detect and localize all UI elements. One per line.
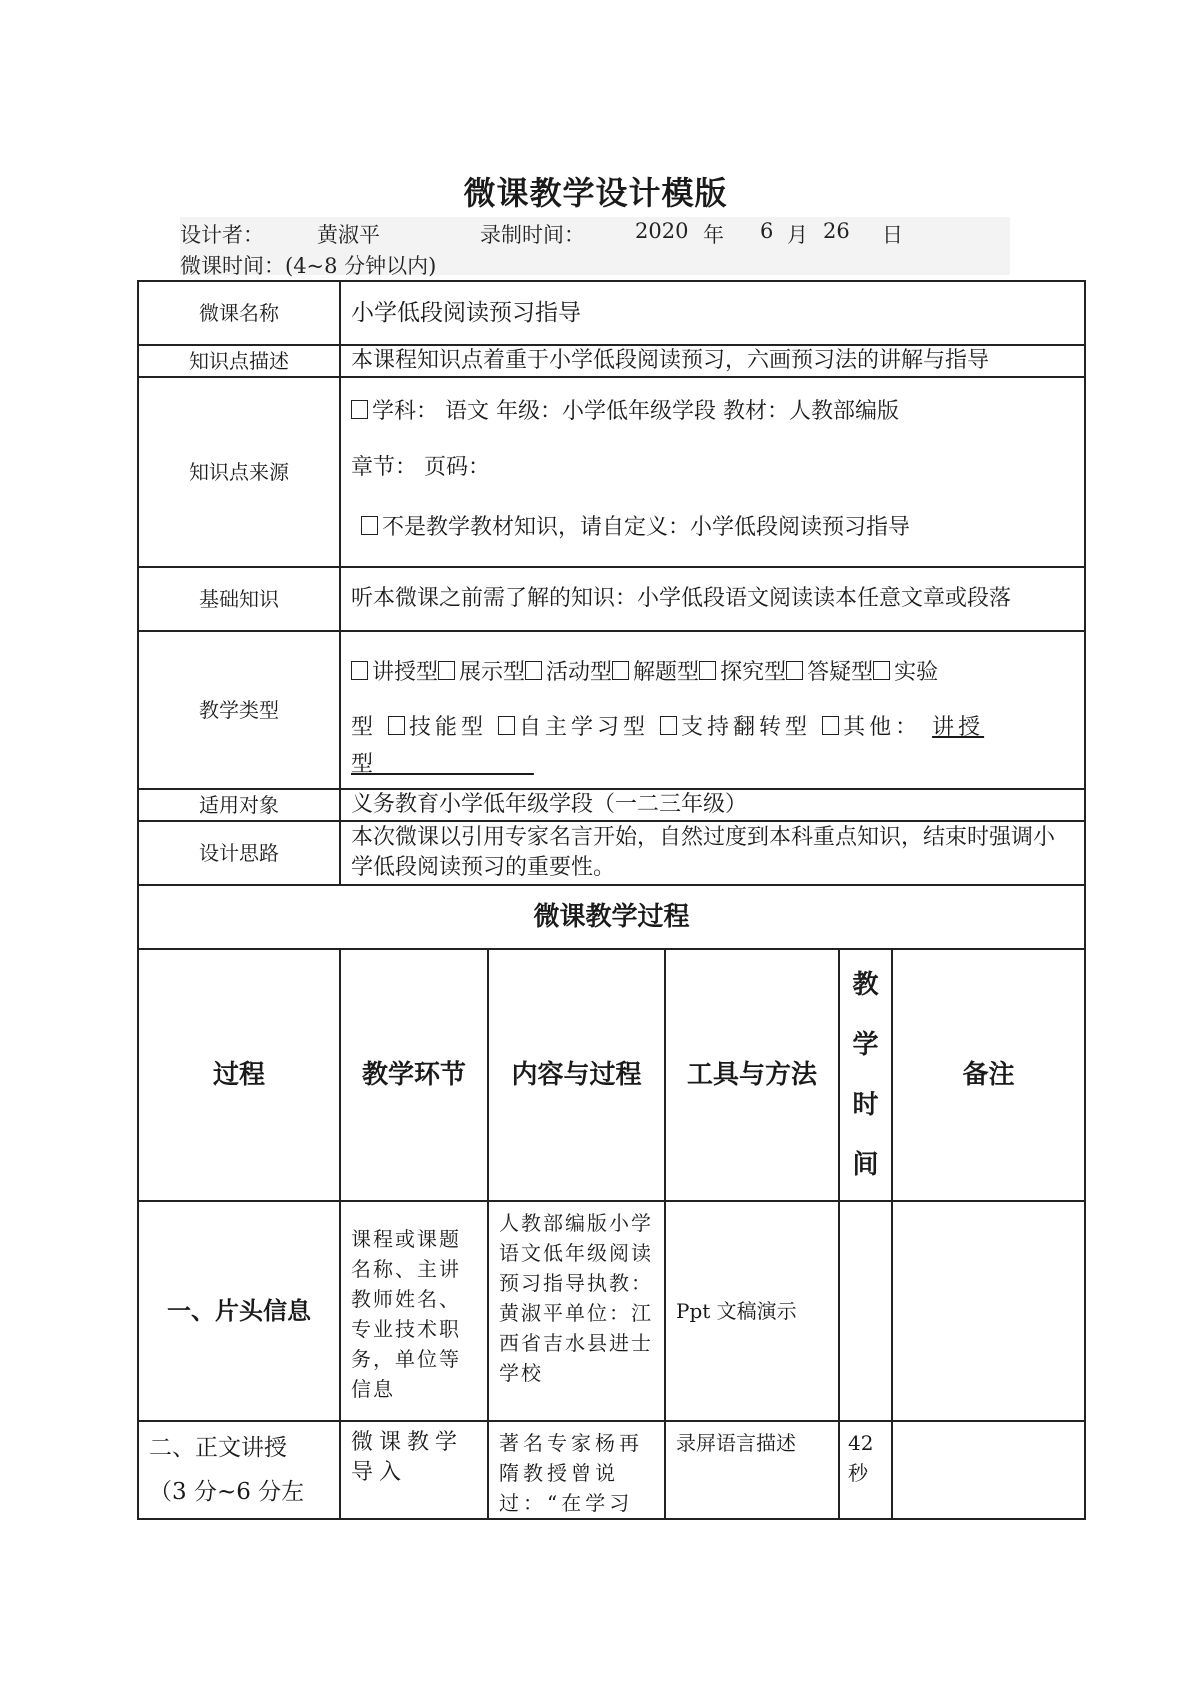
row1-content: 人教部编版小学语文低年级阅读预习指导执教：黄淑平单位：江西省吉水县进士学校 bbox=[488, 1201, 665, 1421]
source-line-2: 章节： 页码： bbox=[351, 455, 490, 480]
row1-process: 一、片头信息 bbox=[138, 1201, 340, 1421]
duration-note: 微课时间：(4~8 分钟以内) bbox=[180, 254, 437, 278]
checkbox-icon bbox=[351, 661, 368, 680]
type-option: 讲授型 bbox=[372, 660, 439, 685]
type-answer-cont: 型 bbox=[351, 752, 374, 777]
checkbox-icon bbox=[525, 661, 542, 680]
basic-label: 基础知识 bbox=[138, 567, 340, 631]
checkbox-icon bbox=[873, 661, 890, 680]
type-option: 探究型 bbox=[720, 660, 787, 685]
checkbox-icon bbox=[438, 661, 455, 680]
type-option: 展示型 bbox=[459, 660, 526, 685]
basic-value: 听本微课之前需了解的知识：小学低段语文阅读读本任意文章或段落 bbox=[340, 567, 1085, 631]
checkbox-icon bbox=[822, 716, 839, 735]
row1-step: 课程或课题名称、主讲教师姓名、专业技术职务，单位等信息 bbox=[340, 1201, 488, 1421]
record-day-unit: 日 bbox=[882, 223, 903, 247]
design-form-table bbox=[137, 280, 1086, 1520]
type-option: 型 bbox=[351, 715, 378, 740]
desc-value: 本课程知识点着重于小学低段阅读预习，六画预习法的讲解与指导 bbox=[340, 345, 1085, 377]
row1-time bbox=[839, 1201, 892, 1421]
row2-tools: 录屏语言描述 bbox=[665, 1421, 839, 1519]
type-option: 活动型 bbox=[546, 660, 613, 685]
type-option: 其他： bbox=[843, 715, 922, 740]
source-cell bbox=[340, 377, 1085, 567]
checkbox-icon bbox=[699, 661, 716, 680]
process-section-title: 微课教学过程 bbox=[138, 885, 1085, 949]
type-cell bbox=[340, 631, 1085, 789]
record-year: 2020 bbox=[635, 219, 689, 243]
audience-label: 适用对象 bbox=[138, 789, 340, 821]
type-option: 自主学习型 bbox=[519, 715, 650, 740]
course-name-label: 微课名称 bbox=[138, 281, 340, 345]
record-day: 26 bbox=[823, 219, 850, 243]
row2-time bbox=[839, 1421, 892, 1519]
type-label: 教学类型 bbox=[138, 631, 340, 789]
type-option: 解题型 bbox=[633, 660, 700, 685]
design-label: 设计思路 bbox=[138, 821, 340, 885]
source-label: 知识点来源 bbox=[138, 377, 340, 567]
record-year-unit: 年 bbox=[703, 223, 724, 247]
type-answer: 讲授 bbox=[932, 715, 985, 740]
source-line-3: 不是教学教材知识，请自定义：小学低段阅读预习指导 bbox=[382, 515, 911, 540]
meta-block bbox=[180, 217, 1010, 278]
type-option: 支持翻转型 bbox=[681, 715, 812, 740]
row1-notes bbox=[892, 1201, 1085, 1421]
row2-content: 著名专家杨再隋教授曾说过：“在学习 bbox=[488, 1421, 665, 1519]
row2-process bbox=[138, 1421, 340, 1519]
checkbox-icon bbox=[388, 716, 405, 735]
checkbox-icon bbox=[351, 400, 368, 419]
col-header-notes: 备注 bbox=[892, 949, 1085, 1201]
record-month: 6 bbox=[760, 219, 774, 243]
designer-label: 设计者： bbox=[180, 223, 264, 247]
time-header-char: 时 bbox=[852, 1090, 879, 1120]
row2-step: 微课教学导入 bbox=[340, 1421, 488, 1519]
row2-notes bbox=[892, 1421, 1085, 1519]
designer-name: 黄淑平 bbox=[317, 223, 380, 247]
col-header-tools: 工具与方法 bbox=[665, 949, 839, 1201]
col-header-content: 内容与过程 bbox=[488, 949, 665, 1201]
design-value: 本次微课以引用专家名言开始，自然过度到本科重点知识，结束时强调小学低段阅读预习的重要性。 bbox=[340, 821, 1085, 885]
col-header-time bbox=[839, 949, 892, 1201]
time-header-char: 间 bbox=[852, 1150, 879, 1180]
row1-tools: Ppt 文稿演示 bbox=[665, 1201, 839, 1421]
checkbox-icon bbox=[786, 661, 803, 680]
type-option: 实验 bbox=[894, 660, 939, 685]
time-header-char: 教 bbox=[852, 970, 879, 1000]
source-line-1: 学科： 语文 年级：小学低年级学段 教材：人教部编版 bbox=[372, 399, 899, 424]
row2-process-title: 二、正文讲授 bbox=[149, 1435, 287, 1461]
checkbox-icon bbox=[498, 716, 515, 735]
checkbox-icon bbox=[361, 516, 378, 535]
checkbox-icon bbox=[660, 716, 677, 735]
col-header-process: 过程 bbox=[138, 949, 340, 1201]
document-title: 微课教学设计模版 bbox=[463, 174, 728, 212]
type-option: 答疑型 bbox=[807, 660, 874, 685]
type-option: 技能型 bbox=[409, 715, 488, 740]
audience-value: 义务教育小学低年级学段（一二三年级） bbox=[340, 789, 1085, 821]
row2-time-unit: 秒 bbox=[848, 1461, 868, 1485]
record-label: 录制时间： bbox=[480, 223, 585, 247]
checkbox-icon bbox=[612, 661, 629, 680]
col-header-step: 教学环节 bbox=[340, 949, 488, 1201]
row2-time-value: 42 bbox=[848, 1431, 874, 1455]
course-name-value: 小学低段阅读预习指导 bbox=[340, 281, 1085, 345]
row2-process-duration: （3 分~6 分左 bbox=[149, 1479, 305, 1505]
record-month-unit: 月 bbox=[787, 223, 808, 247]
time-header-char: 学 bbox=[852, 1030, 879, 1060]
desc-label: 知识点描述 bbox=[138, 345, 340, 377]
